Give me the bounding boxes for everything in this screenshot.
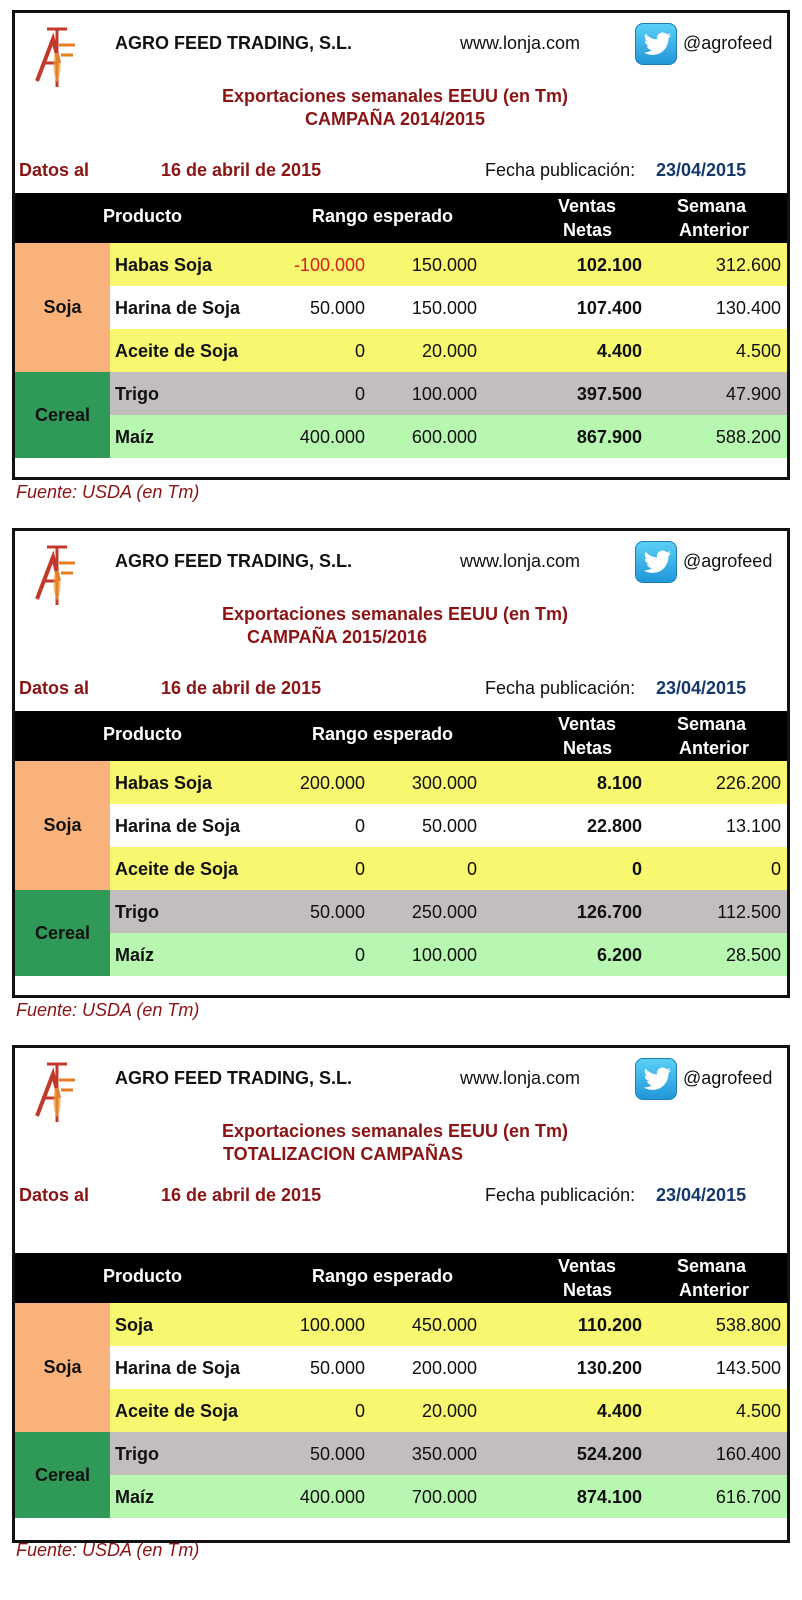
range-min: 400.000 — [299, 1487, 365, 1507]
range-min: 50.000 — [309, 298, 365, 318]
table-row — [110, 1432, 787, 1475]
datos-al-label: Datos al — [19, 678, 90, 698]
ventas-netas: 524.200 — [576, 1444, 642, 1464]
semana-anterior: 160.400 — [715, 1444, 781, 1464]
report-panel — [12, 1045, 790, 1543]
fecha-publicacion-label: Fecha publicación: — [485, 678, 636, 698]
range-min: 50.000 — [309, 1358, 365, 1378]
range-max: 600.000 — [411, 427, 477, 447]
group-soja: Soja — [15, 761, 110, 890]
range-max: 20.000 — [421, 1401, 477, 1421]
semana-anterior: 588.200 — [715, 427, 781, 447]
ventas-netas: 130.200 — [576, 1358, 642, 1378]
range-min: 0 — [354, 859, 365, 879]
product-name: Aceite de Soja — [115, 1401, 239, 1421]
range-max: 450.000 — [411, 1315, 477, 1335]
range-min: 0 — [354, 816, 365, 836]
fecha-publicacion-date: 23/04/2015 — [656, 678, 747, 698]
th-rango: Rango esperado — [312, 206, 454, 226]
twitter-handle[interactable]: @agrofeed — [683, 1068, 773, 1088]
th-producto: Producto — [103, 206, 182, 226]
semana-anterior: 0 — [770, 859, 781, 879]
semana-anterior: 4.500 — [735, 341, 781, 361]
source-note: Fuente: USDA (en Tm) — [16, 482, 200, 502]
group-cereal: Cereal — [15, 1432, 110, 1518]
table-row — [110, 415, 787, 458]
range-max: 50.000 — [421, 816, 477, 836]
exports-table — [15, 193, 787, 458]
range-max: 200.000 — [411, 1358, 477, 1378]
semana-anterior: 312.600 — [715, 255, 781, 275]
fecha-publicacion-date: 23/04/2015 — [656, 1185, 747, 1205]
table-header — [15, 193, 787, 243]
range-max: 150.000 — [411, 255, 477, 275]
th-rango: Rango esperado — [312, 1266, 454, 1286]
ventas-netas: 107.400 — [576, 298, 642, 318]
report-title: Exportaciones semanales EEUU (en Tm) — [221, 604, 569, 624]
exports-table — [15, 711, 787, 976]
th-ventas-2: Netas — [563, 220, 613, 240]
range-min: 200.000 — [299, 773, 365, 793]
semana-anterior: 226.200 — [715, 773, 781, 793]
product-name: Soja — [115, 1315, 154, 1335]
range-min: 0 — [354, 945, 365, 965]
twitter-icon[interactable] — [635, 23, 677, 65]
company-name: AGRO FEED TRADING, S.L. — [115, 1068, 353, 1088]
table-row — [110, 1303, 787, 1346]
range-min: 100.000 — [299, 1315, 365, 1335]
group-cereal: Cereal — [15, 372, 110, 458]
website-link[interactable]: www.lonja.com — [460, 33, 581, 53]
fecha-publicacion-date: 23/04/2015 — [656, 160, 747, 180]
datos-al-label: Datos al — [19, 160, 90, 180]
product-name: Habas Soja — [115, 773, 213, 793]
range-min: 50.000 — [309, 902, 365, 922]
product-name: Harina de Soja — [115, 298, 241, 318]
ventas-netas: 4.400 — [596, 1401, 642, 1421]
website-link[interactable]: www.lonja.com — [460, 1068, 581, 1088]
range-min: 0 — [354, 384, 365, 404]
company-name: AGRO FEED TRADING, S.L. — [115, 33, 353, 53]
semana-anterior: 112.500 — [717, 902, 781, 922]
table-row — [110, 847, 787, 890]
range-min: -100.000 — [293, 255, 365, 275]
th-producto: Producto — [103, 1266, 182, 1286]
range-min: 0 — [354, 341, 365, 361]
product-name: Maíz — [115, 945, 155, 965]
ventas-netas: 867.900 — [576, 427, 642, 447]
range-max: 0 — [466, 859, 477, 879]
datos-al-label: Datos al — [19, 1185, 90, 1205]
ventas-netas: 110.200 — [577, 1315, 642, 1335]
ventas-netas: 8.100 — [596, 773, 642, 793]
table-row — [110, 761, 787, 804]
range-max: 350.000 — [411, 1444, 477, 1464]
ventas-netas: 4.400 — [596, 341, 642, 361]
ventas-netas: 0 — [631, 859, 642, 879]
th-rango: Rango esperado — [312, 724, 454, 744]
product-name: Habas Soja — [115, 255, 213, 275]
th-semana-2: Anterior — [679, 1280, 750, 1300]
source-note: Fuente: USDA (en Tm) — [16, 1000, 200, 1020]
th-semana-2: Anterior — [679, 738, 750, 758]
table-header — [15, 711, 787, 761]
table-header — [15, 1253, 787, 1303]
semana-anterior: 28.500 — [725, 945, 781, 965]
datos-date: 16 de abril de 2015 — [161, 678, 322, 698]
th-ventas-1: Ventas — [558, 714, 617, 734]
product-name: Harina de Soja — [115, 816, 241, 836]
table-row — [110, 243, 787, 286]
ventas-netas: 874.100 — [576, 1487, 642, 1507]
report-panel — [12, 528, 790, 998]
ventas-netas: 6.200 — [596, 945, 642, 965]
th-producto: Producto — [103, 724, 182, 744]
semana-anterior: 13.100 — [725, 816, 781, 836]
range-max: 700.000 — [411, 1487, 477, 1507]
report-title: Exportaciones semanales EEUU (en Tm) — [221, 1121, 569, 1141]
fecha-publicacion-label: Fecha publicación: — [485, 1185, 636, 1205]
twitter-handle[interactable]: @agrofeed — [683, 551, 773, 571]
table-row — [110, 1475, 787, 1518]
semana-anterior: 538.800 — [715, 1315, 781, 1335]
range-max: 100.000 — [411, 945, 477, 965]
report-subtitle: TOTALIZACION CAMPAÑAS — [223, 1144, 463, 1164]
datos-date: 16 de abril de 2015 — [161, 160, 322, 180]
group-soja: Soja — [15, 243, 110, 372]
website-link[interactable]: www.lonja.com — [460, 551, 581, 571]
table-row — [110, 890, 787, 933]
table-row — [110, 804, 787, 847]
table-row — [110, 372, 787, 415]
company-logo — [29, 541, 85, 611]
semana-anterior: 130.400 — [715, 298, 781, 318]
range-max: 100.000 — [411, 384, 477, 404]
semana-anterior: 616.700 — [715, 1487, 781, 1507]
company-name: AGRO FEED TRADING, S.L. — [115, 551, 353, 571]
ventas-netas: 22.800 — [586, 816, 642, 836]
semana-anterior: 47.900 — [725, 384, 781, 404]
semana-anterior: 143.500 — [715, 1358, 781, 1378]
report-subtitle: CAMPAÑA 2014/2015 — [304, 109, 486, 129]
ventas-netas: 126.700 — [576, 902, 642, 922]
product-name: Aceite de Soja — [115, 859, 239, 879]
th-ventas-2: Netas — [563, 738, 613, 758]
range-max: 300.000 — [411, 773, 477, 793]
table-row — [110, 1389, 787, 1432]
twitter-handle[interactable]: @agrofeed — [683, 33, 773, 53]
company-logo — [29, 1058, 85, 1128]
exports-table — [15, 1253, 787, 1518]
report-title: Exportaciones semanales EEUU (en Tm) — [221, 86, 569, 106]
product-name: Maíz — [115, 1487, 155, 1507]
range-min: 50.000 — [309, 1444, 365, 1464]
range-min: 0 — [354, 1401, 365, 1421]
product-name: Aceite de Soja — [115, 341, 239, 361]
product-name: Trigo — [115, 384, 159, 404]
product-name: Trigo — [115, 1444, 159, 1464]
table-row — [110, 933, 787, 976]
source-note: Fuente: USDA (en Tm) — [16, 1540, 200, 1560]
report-subtitle: CAMPAÑA 2015/2016 — [246, 627, 428, 647]
semana-anterior: 4.500 — [735, 1401, 781, 1421]
company-logo — [29, 23, 85, 93]
th-ventas-1: Ventas — [558, 1256, 617, 1276]
datos-date: 16 de abril de 2015 — [161, 1185, 322, 1205]
product-name: Harina de Soja — [115, 1358, 241, 1378]
th-semana-1: Semana — [677, 1256, 747, 1276]
group-cereal: Cereal — [15, 890, 110, 976]
report-panel — [12, 10, 790, 480]
fecha-publicacion-label: Fecha publicación: — [485, 160, 636, 180]
table-row — [110, 329, 787, 372]
th-ventas-1: Ventas — [558, 196, 617, 216]
ventas-netas: 397.500 — [576, 384, 642, 404]
twitter-icon[interactable] — [635, 1058, 677, 1100]
th-semana-1: Semana — [677, 196, 747, 216]
ventas-netas: 102.100 — [576, 255, 642, 275]
range-max: 250.000 — [411, 902, 477, 922]
range-max: 150.000 — [411, 298, 477, 318]
table-row — [110, 1346, 787, 1389]
range-max: 20.000 — [421, 341, 477, 361]
group-soja: Soja — [15, 1303, 110, 1432]
th-semana-1: Semana — [677, 714, 747, 734]
twitter-icon[interactable] — [635, 541, 677, 583]
th-ventas-2: Netas — [563, 1280, 613, 1300]
th-semana-2: Anterior — [679, 220, 750, 240]
range-min: 400.000 — [299, 427, 365, 447]
table-row — [110, 286, 787, 329]
product-name: Trigo — [115, 902, 159, 922]
product-name: Maíz — [115, 427, 155, 447]
